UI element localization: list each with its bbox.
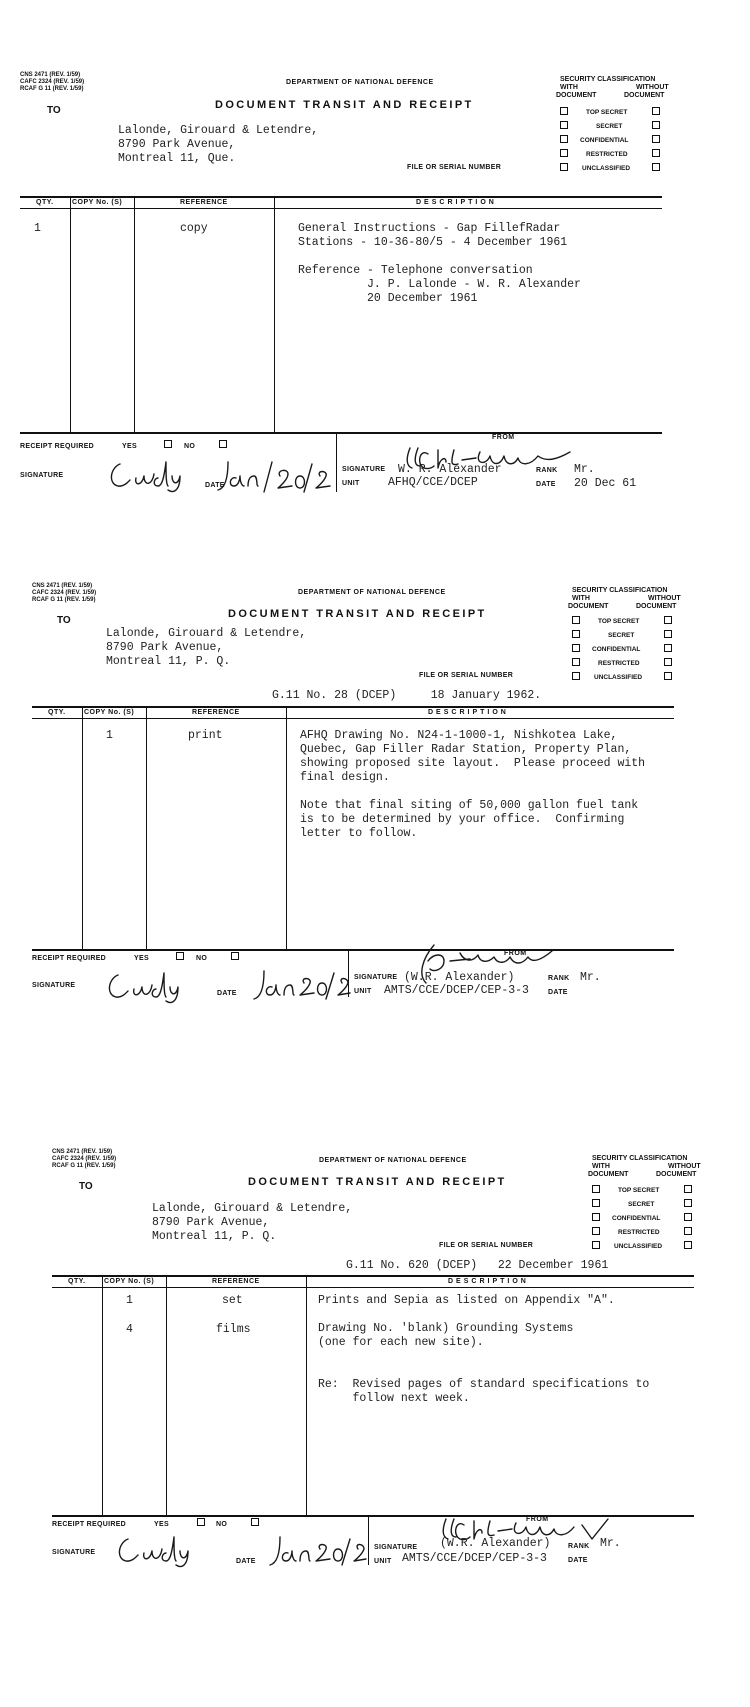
top-secret-without-checkbox[interactable]	[664, 616, 672, 624]
from-signature-label: SIGNATURE	[354, 974, 398, 981]
col-divider-1	[70, 196, 71, 432]
col-qty-header: QTY.	[36, 199, 54, 206]
confidential-label: CONFIDENTIAL	[592, 646, 641, 653]
from-rank: Mr.	[600, 1537, 621, 1550]
address-line-2: 8790 Park Avenue,	[106, 641, 224, 654]
security-document-with: DOCUMENT	[588, 1171, 629, 1178]
transit-form-3	[0, 1145, 750, 1575]
dept-heading: DEPARTMENT OF NATIONAL DEFENCE	[319, 1157, 467, 1164]
col-qty-header: QTY.	[48, 709, 66, 716]
file-serial-label: FILE OR SERIAL NUMBER	[407, 164, 502, 171]
receipt-top-rule	[32, 949, 674, 951]
secret-label: SECRET	[608, 632, 635, 639]
unit-label: UNIT	[374, 1558, 392, 1565]
from-signature-label: SIGNATURE	[374, 1544, 418, 1551]
rank-label: RANK	[568, 1543, 590, 1550]
address-line-1: Lalonde, Girouard & Letendre,	[118, 124, 319, 137]
form-code-line-3: RCAF G 11 (REV. 1/59)	[32, 597, 96, 603]
receipt-yes-checkbox[interactable]	[176, 952, 184, 960]
row-copy: 1	[106, 729, 113, 742]
file-serial-label: FILE OR SERIAL NUMBER	[439, 1242, 534, 1249]
restricted-label: RESTRICTED	[586, 151, 628, 158]
secret-label: SECRET	[596, 123, 623, 130]
receipt-yes-checkbox[interactable]	[164, 440, 172, 448]
receiver-date-handwriting	[214, 458, 334, 496]
unclassified-with-checkbox[interactable]	[572, 672, 580, 680]
receipt-no-label: NO	[196, 955, 208, 962]
from-name: (W.R. Alexander)	[440, 1537, 551, 1550]
row-description: AFHQ Drawing No. N24-1-1000-1, Nishkotea Lake, Quebec, Gap Filler Radar Station, Property Plan, showing proposed site layout. Please proceed with final design. Note that final siting of 50,000 gallon fuel tank is to be determined by your office. Confirming letter to follow.	[300, 729, 646, 840]
rank-label: RANK	[536, 467, 558, 474]
row-reference: films	[216, 1323, 251, 1336]
unclassified-with-checkbox[interactable]	[560, 163, 568, 171]
address-line-3: Montreal 11, Que.	[118, 152, 236, 165]
address-line-1: Lalonde, Girouard & Letendre,	[152, 1202, 353, 1215]
col-description-header: DESCRIPTION	[448, 1278, 529, 1285]
from-unit: AMTS/CCE/DCEP/CEP-3-3	[384, 984, 529, 997]
security-without: WITHOUT	[636, 84, 669, 91]
security-with: WITH	[592, 1163, 610, 1170]
security-document-without: DOCUMENT	[636, 603, 677, 610]
from-label: FROM	[492, 434, 515, 441]
confidential-label: CONFIDENTIAL	[612, 1215, 661, 1222]
restricted-label: RESTRICTED	[618, 1229, 660, 1236]
from-signature-label: SIGNATURE	[342, 466, 386, 473]
file-serial-label: FILE OR SERIAL NUMBER	[419, 672, 514, 679]
row-description: General Instructions - Gap FillefRadar Stations - 10-36-80/5 - 4 December 1961 Reference - Telephone conversation J. P. Lalonde - W. R. Alexander 20 December 1961	[298, 222, 581, 305]
receipt-no-label: NO	[184, 443, 196, 450]
receipt-no-checkbox[interactable]	[231, 952, 239, 960]
col-divider-1	[82, 706, 83, 949]
rank-label: RANK	[548, 975, 570, 982]
restricted-with-checkbox[interactable]	[592, 1227, 600, 1235]
unclassified-with-checkbox[interactable]	[592, 1241, 600, 1249]
from-date: 20 Dec 61	[574, 477, 637, 490]
signature-label: SIGNATURE	[20, 472, 64, 479]
date-label: DATE	[236, 1558, 256, 1565]
address-line-1: Lalonde, Girouard & Letendre,	[106, 627, 307, 640]
signature-label: SIGNATURE	[32, 982, 76, 989]
receipt-required-label: RECEIPT REQUIRED	[20, 443, 95, 450]
col-copy-header: COPY No. (S)	[84, 709, 135, 716]
from-label: FROM	[526, 1516, 549, 1523]
security-with: WITH	[560, 84, 578, 91]
secret-without-checkbox[interactable]	[652, 121, 660, 129]
transit-form-1	[0, 0, 750, 520]
from-label: FROM	[504, 950, 527, 957]
confidential-without-checkbox[interactable]	[652, 135, 660, 143]
security-heading: SECURITY CLASSIFICATION	[572, 587, 668, 594]
col-divider-2	[146, 706, 147, 949]
secret-with-checkbox[interactable]	[572, 630, 580, 638]
receiver-signature	[106, 458, 202, 492]
col-description-header: DESCRIPTION	[416, 199, 497, 206]
to-label: TO	[57, 615, 71, 626]
col-reference-header: REFERENCE	[192, 709, 240, 716]
row-reference: set	[222, 1294, 243, 1307]
from-unit: AMTS/CCE/DCEP/CEP-3-3	[402, 1552, 547, 1565]
table-top-rule	[32, 706, 674, 708]
form-code-line-1: CNS 2471 (REV. 1/59)	[32, 583, 93, 589]
form-code-line-1: CNS 2471 (REV. 1/59)	[20, 72, 81, 78]
col-copy-header: COPY No. (S)	[72, 199, 123, 206]
form-code-line-1: CNS 2471 (REV. 1/59)	[52, 1149, 113, 1155]
secret-with-checkbox[interactable]	[560, 121, 568, 129]
form-code-line-2: CAFC 2324 (REV. 1/59)	[32, 590, 97, 596]
to-label: TO	[47, 105, 61, 116]
receipt-yes-checkbox[interactable]	[197, 1518, 205, 1526]
from-date-label: DATE	[548, 989, 568, 996]
sender-signature	[436, 1515, 616, 1545]
form-code-line-3: RCAF G 11 (REV. 1/59)	[52, 1163, 116, 1169]
form-code-line-2: CAFC 2324 (REV. 1/59)	[20, 79, 85, 85]
date-label: DATE	[217, 990, 237, 997]
form-code-line-3: RCAF G 11 (REV. 1/59)	[20, 86, 84, 92]
receipt-required-label: RECEIPT REQUIRED	[32, 955, 107, 962]
from-date-label: DATE	[536, 481, 556, 488]
security-document-with: DOCUMENT	[556, 92, 597, 99]
col-reference-header: REFERENCE	[212, 1278, 260, 1285]
unclassified-label: UNCLASSIFIED	[594, 674, 643, 681]
top-secret-label: TOP SECRET	[618, 1187, 660, 1194]
sender-signature	[404, 939, 564, 987]
col-divider-3	[274, 196, 275, 432]
receipt-yes-label: YES	[154, 1521, 169, 1528]
receipt-yes-label: YES	[134, 955, 149, 962]
confidential-with-checkbox[interactable]	[572, 644, 580, 652]
receipt-no-label: NO	[216, 1521, 228, 1528]
row-description: Prints and Sepia as listed on Appendix "A". Drawing No. 'blank) Grounding Systems (one for each new site). Re: Revised pages of standard specifications to follow next week.	[318, 1294, 650, 1405]
dept-heading: DEPARTMENT OF NATIONAL DEFENCE	[286, 79, 434, 86]
top-secret-without-checkbox[interactable]	[684, 1185, 692, 1193]
from-rank: Mr.	[574, 463, 595, 476]
receipt-no-checkbox[interactable]	[219, 440, 227, 448]
receipt-required-label: RECEIPT REQUIRED	[52, 1521, 127, 1528]
table-top-rule	[52, 1275, 694, 1277]
table-header-rule	[52, 1287, 694, 1288]
top-secret-with-checkbox[interactable]	[592, 1185, 600, 1193]
security-document-without: DOCUMENT	[656, 1171, 697, 1178]
unclassified-without-checkbox[interactable]	[652, 163, 660, 171]
top-secret-with-checkbox[interactable]	[560, 107, 568, 115]
confidential-without-checkbox[interactable]	[664, 644, 672, 652]
col-qty-header: QTY.	[68, 1278, 86, 1285]
restricted-with-checkbox[interactable]	[560, 149, 568, 157]
to-label: TO	[79, 1181, 93, 1192]
security-heading: SECURITY CLASSIFICATION	[592, 1155, 688, 1162]
top-secret-label: TOP SECRET	[598, 618, 640, 625]
top-secret-with-checkbox[interactable]	[572, 616, 580, 624]
receiver-date-handwriting	[266, 1533, 368, 1569]
from-date-label: DATE	[568, 1557, 588, 1564]
receiver-signature	[114, 1533, 210, 1567]
receiver-date-handwriting	[250, 967, 350, 1003]
table-top-rule	[20, 196, 662, 198]
restricted-without-checkbox[interactable]	[684, 1227, 692, 1235]
unclassified-without-checkbox[interactable]	[664, 672, 672, 680]
dept-heading: DEPARTMENT OF NATIONAL DEFENCE	[298, 589, 446, 596]
from-divider	[336, 432, 337, 492]
secret-without-checkbox[interactable]	[664, 630, 672, 638]
receipt-no-checkbox[interactable]	[251, 1518, 259, 1526]
unit-label: UNIT	[342, 480, 360, 487]
row-qty: 1	[34, 222, 41, 235]
signature-label: SIGNATURE	[52, 1549, 96, 1556]
file-serial-number: G.11 No. 28 (DCEP) 18 January 1962.	[272, 689, 542, 702]
unit-label: UNIT	[354, 988, 372, 995]
address-line-3: Montreal 11, P. Q.	[152, 1230, 277, 1243]
form-title: DOCUMENT TRANSIT AND RECEIPT	[228, 608, 487, 620]
confidential-label: CONFIDENTIAL	[580, 137, 629, 144]
security-without: WITHOUT	[648, 595, 681, 602]
receipt-yes-label: YES	[122, 443, 137, 450]
sender-signature	[400, 444, 576, 472]
receipt-top-rule	[20, 432, 662, 434]
confidential-with-checkbox[interactable]	[592, 1213, 600, 1221]
file-serial-number: G.11 No. 620 (DCEP) 22 December 1961	[346, 1259, 609, 1272]
col-divider-2	[166, 1275, 167, 1515]
col-divider-1	[102, 1275, 103, 1515]
receiver-signature	[104, 969, 200, 1001]
secret-with-checkbox[interactable]	[592, 1199, 600, 1207]
form-title: DOCUMENT TRANSIT AND RECEIPT	[248, 1176, 507, 1188]
secret-without-checkbox[interactable]	[684, 1199, 692, 1207]
confidential-without-checkbox[interactable]	[684, 1213, 692, 1221]
restricted-without-checkbox[interactable]	[664, 658, 672, 666]
address-line-3: Montreal 11, P. Q.	[106, 655, 231, 668]
col-divider-3	[286, 706, 287, 949]
restricted-label: RESTRICTED	[598, 660, 640, 667]
security-document-without: DOCUMENT	[624, 92, 665, 99]
table-header-rule	[20, 208, 662, 209]
security-without: WITHOUT	[668, 1163, 701, 1170]
security-document-with: DOCUMENT	[568, 603, 609, 610]
col-description-header: DESCRIPTION	[428, 709, 509, 716]
from-unit: AFHQ/CCE/DCEP	[388, 476, 478, 489]
col-copy-header: COPY No. (S)	[104, 1278, 155, 1285]
transit-form-2	[0, 575, 750, 1005]
col-reference-header: REFERENCE	[180, 199, 228, 206]
row-reference: copy	[180, 222, 208, 235]
form-code-line-2: CAFC 2324 (REV. 1/59)	[52, 1156, 117, 1162]
address-line-2: 8790 Park Avenue,	[118, 138, 236, 151]
secret-label: SECRET	[628, 1201, 655, 1208]
from-rank: Mr.	[580, 971, 601, 984]
confidential-with-checkbox[interactable]	[560, 135, 568, 143]
unclassified-label: UNCLASSIFIED	[582, 165, 631, 172]
col-divider-2	[134, 196, 135, 432]
row-reference: print	[188, 729, 223, 742]
security-with: WITH	[572, 595, 590, 602]
date-label: DATE	[205, 482, 225, 489]
from-divider	[368, 1515, 369, 1565]
row-copy: 1	[126, 1294, 133, 1307]
row-copy: 4	[126, 1323, 133, 1336]
restricted-without-checkbox[interactable]	[652, 149, 660, 157]
security-heading: SECURITY CLASSIFICATION	[560, 76, 656, 83]
address-line-2: 8790 Park Avenue,	[152, 1216, 270, 1229]
top-secret-without-checkbox[interactable]	[652, 107, 660, 115]
table-header-rule	[32, 718, 674, 719]
restricted-with-checkbox[interactable]	[572, 658, 580, 666]
unclassified-label: UNCLASSIFIED	[614, 1243, 663, 1250]
unclassified-without-checkbox[interactable]	[684, 1241, 692, 1249]
from-name: (W.R. Alexander)	[404, 971, 515, 984]
from-name: W. R. Alexander	[398, 463, 502, 476]
col-divider-3	[306, 1275, 307, 1515]
form-title: DOCUMENT TRANSIT AND RECEIPT	[215, 99, 474, 111]
top-secret-label: TOP SECRET	[586, 109, 628, 116]
